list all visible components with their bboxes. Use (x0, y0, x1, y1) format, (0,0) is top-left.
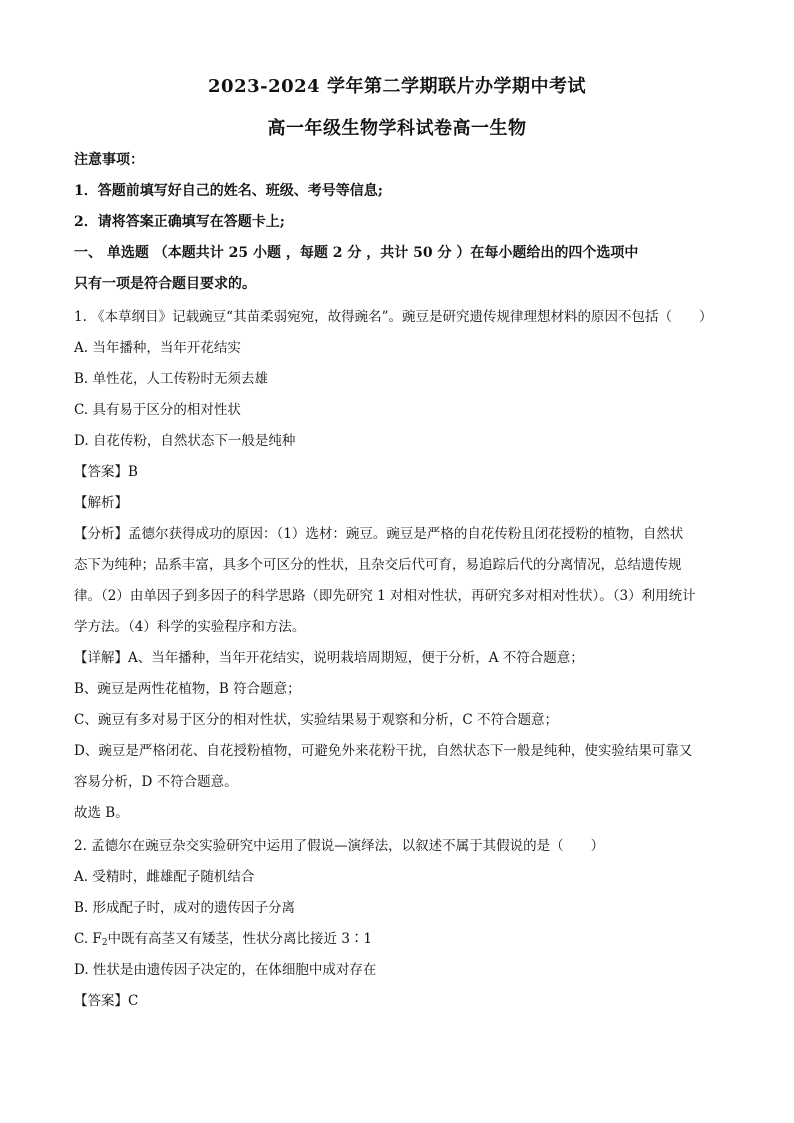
question-2-stem: 2. 孟德尔在豌豆杂交实验研究中运用了假说—演绎法，以叙述不属于其假说的是（ ） (74, 838, 605, 854)
question-1-analysis-line-1: 【分析】孟德尔获得成功的原因：（1）选材：豌豆。豌豆是严格的自花传粉且闭花授粉的植物，自然状 (74, 526, 684, 542)
question-1-detail-line-1: 【详解】A、当年播种，当年开花结实，说明栽培周期短，便于分析，A 不符合题意； (74, 650, 584, 666)
section-heading-line-1: 一、 单选题 （本题共计 25 小题 ，每题 2 分 ，共计 50 分 ）在每小题给出的四个选项中 (74, 245, 639, 261)
option-c-text: 中既有高茎又有矮茎，性状分离比接近 3∶1 (107, 931, 373, 947)
question-1-option-c: C. 具有易于区分的相对性状 (74, 402, 241, 418)
notice-item-2: 2．请将答案正确填写在答题卡上; (74, 214, 285, 230)
question-1-analysis-heading: 【解析】 (74, 495, 128, 511)
question-1-analysis-line-4: 学方法。（4）科学的实验程序和方法。 (74, 619, 306, 635)
question-1-analysis-line-3: 律。（2）由单因子到多因子的科学思路（即先研究 1 对相对性状，再研究多对相对性状）。（3）利用统计 (74, 588, 696, 604)
question-1-option-b: B. 单性花，人工传粉时无须去雄 (74, 371, 269, 387)
question-1-analysis-line-2: 态下为纯种；品系丰富，具多个可区分的性状，且杂交后代可育，易追踪后代的分离情况，总结遗传规 (74, 557, 682, 573)
section-heading-line-2: 只有一项是符合题目要求的。 (74, 276, 256, 292)
question-1-detail-line-5: 容易分析，D 不符合题意。 (74, 774, 238, 790)
notice-heading: 注意事项： (74, 152, 144, 168)
question-2-option-d: D. 性状是由遗传因子决定的，在体细胞中成对存在 (74, 962, 377, 978)
question-1-detail-line-2: B、豌豆是两性花植物，B 符合题意； (74, 681, 301, 697)
question-1-detail-line-4: D、豌豆是严格闭花、自花授粉植物，可避免外来花粉干扰，自然状态下一般是纯种，使实验结果可靠又 (74, 743, 693, 759)
question-2-option-b: B. 形成配子时，成对的遗传因子分离 (74, 900, 296, 916)
option-c-prefix: C. F (74, 931, 102, 947)
exam-subtitle: 高一年级生物学科试卷高一生物 (267, 118, 527, 139)
question-1-option-d: D. 自花传粉，自然状态下一般是纯种 (74, 433, 296, 449)
exam-title: 2023-2024 学年第二学期联片办学期中考试 (208, 76, 586, 97)
question-1-conclusion: 故选 B。 (74, 805, 129, 821)
option-c-subscript: 2 (101, 938, 108, 948)
question-2-option-a: A. 受精时，雌雄配子随机结合 (74, 869, 255, 885)
question-2-answer: 【答案】C (74, 993, 139, 1009)
question-1-answer: 【答案】B (74, 464, 138, 480)
question-1-detail-line-3: C、豌豆有多对易于区分的相对性状，实验结果易于观察和分析，C 不符合题意； (74, 712, 558, 728)
question-1-stem: 1. 《本草纲目》记载豌豆“其苗柔弱宛宛，故得豌名”。豌豆是研究遗传规律理想材料的原因不包括（ ） (74, 309, 713, 325)
notice-item-1: 1．答题前填写好自己的姓名、班级、考号等信息; (74, 183, 383, 199)
question-1-option-a: A. 当年播种，当年开花结实 (74, 340, 241, 356)
question-2-option-c (74, 929, 734, 953)
